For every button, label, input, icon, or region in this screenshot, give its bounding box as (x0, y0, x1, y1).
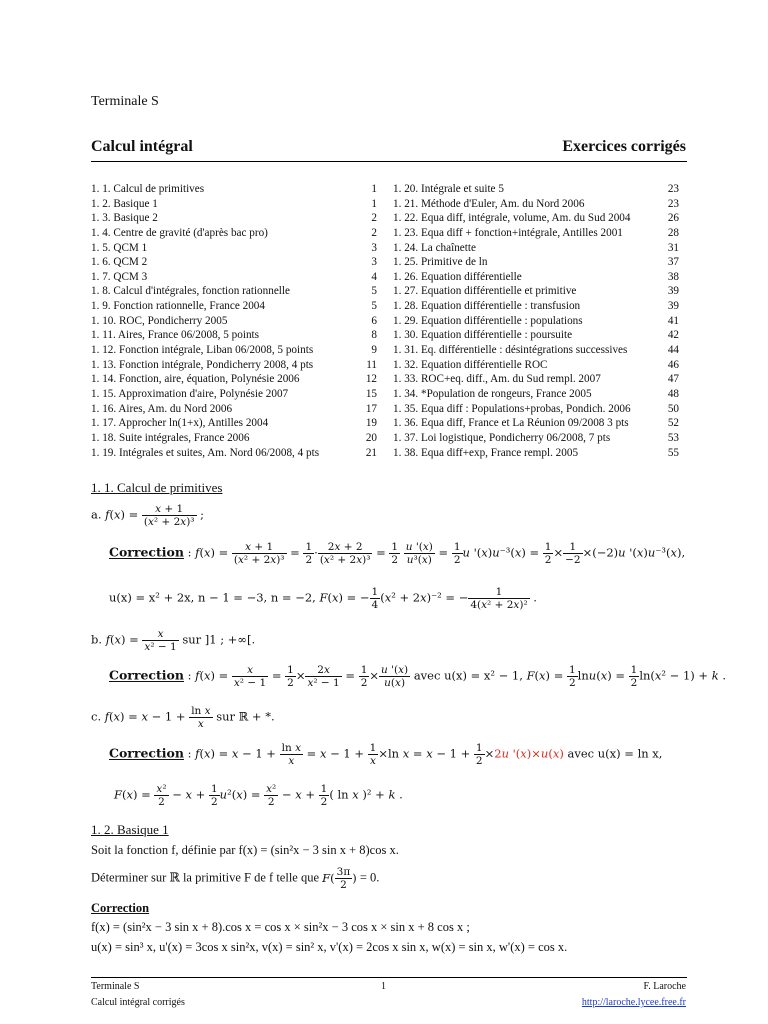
correction-label-b: Correction (109, 667, 184, 683)
toc-entry-label: 1. 20. Intégrale et suite 5 (393, 183, 504, 195)
toc-entry[interactable] (393, 343, 679, 358)
toc-entry-page: 39 (667, 285, 679, 298)
toc-entry-label: 1. 9. Fonction rationnelle, France 2004 (91, 300, 265, 313)
toc-entry[interactable] (91, 431, 377, 446)
toc-entry-label: 1. 5. QCM 1 (91, 241, 148, 254)
footer-page-number: 1 (381, 981, 386, 992)
toc-entry-label: 1. 30. Equation différentielle : poursuite (393, 329, 573, 342)
toc-entry-page: 1 (371, 183, 377, 195)
toc-entry[interactable] (393, 270, 679, 285)
toc-entry-label: 1. 13. Fonction intégrale, Pondicherry 2008, 4 pts (91, 358, 314, 371)
toc-entry-label: 1. 38. Equa diff+exp, France rempl. 2005 (393, 446, 579, 459)
toc-entry[interactable] (393, 241, 679, 256)
toc-entry-page: 5 (371, 285, 377, 298)
toc-entry[interactable] (393, 314, 679, 329)
toc-entry-label: 1. 35. Equa diff : Populations+probas, Pondich. 2006 (393, 402, 631, 415)
toc-entry-page: 3 (371, 241, 377, 254)
header-class-label: Terminale S (91, 94, 159, 109)
toc-entry-label: 1. 7. QCM 3 (91, 270, 148, 283)
toc-entry-page: 38 (667, 270, 679, 283)
toc-entry-page: 1 (371, 197, 377, 210)
basique-correction-line2: u(x) = sin³ x, u'(x) = 3cos x sin²x, v(x) = sin² x, v'(x) = 2cos x sin x, w(x) = sin x, w'(x) = cos x. (91, 940, 568, 954)
page-title: Calcul intégral (91, 138, 193, 155)
toc-entry-label: 1. 24. La chaînette (393, 241, 476, 254)
toc-entry-label: 1. 27. Equation différentielle et primitive (393, 285, 577, 298)
toc-entry-label: 1. 19. Intégrales et suites, Am. Nord 06/2008, 4 pts (91, 446, 320, 459)
toc-entry-page: 6 (371, 314, 377, 327)
toc-entry-label: 1. 34. *Population de rongeurs, France 2005 (393, 387, 592, 400)
footer-author: F. Laroche (643, 981, 686, 992)
toc-entry-label: 1. 17. Approcher ln(1+x), Antilles 2004 (91, 417, 269, 430)
toc-entry-page: 41 (667, 314, 679, 327)
toc-entry-page: 46 (667, 358, 679, 371)
toc-entry[interactable] (393, 197, 679, 212)
toc-entry-label: 1. 37. Loi logistique, Pondicherry 06/2008, 7 pts (393, 431, 611, 444)
toc-entry-label: 1. 28. Equation différentielle : transfusion (393, 300, 581, 313)
toc-entry-page: 8 (371, 329, 377, 342)
toc-entry-label: 1. 33. ROC+eq. diff., Am. du Sud rempl. 2007 (393, 373, 601, 386)
toc-entry[interactable] (393, 299, 679, 314)
correction-label-c: Correction (109, 745, 184, 761)
toc-entry-label: 1. 23. Equa diff + fonction+intégrale, Antilles 2001 (393, 226, 623, 239)
toc-entry[interactable] (91, 299, 377, 314)
toc-entry-page: 20 (365, 431, 377, 444)
correction-c: Correction : f(x) = x − 1 + $\frac{\text{ln x}}{x}$ = x − 1 + $\frac{1}{x}$ ×ln x = x − 1 + $\frac{1}{2}$ ×2u '(x)×u(x) avec u(x) = ln x, (109, 742, 663, 767)
toc-entry-page: 21 (365, 446, 377, 459)
toc-right-column (393, 182, 679, 460)
toc-entry[interactable] (91, 284, 377, 299)
toc-entry-page: 3 (371, 256, 377, 269)
toc-entry[interactable] (91, 343, 377, 358)
toc-entry-page: 15 (365, 387, 377, 400)
correction-label-basique: Correction (91, 901, 150, 915)
toc-entry-page: 2 (371, 212, 377, 225)
toc-entry-label: 1. 12. Fonction intégrale, Liban 06/2008, 5 points (91, 344, 314, 357)
toc-entry-page: 4 (371, 270, 377, 283)
toc-entry-page: 28 (667, 226, 679, 239)
correction-a: Correction : f(x) = $\frac{x + 1}{\text{(x² + 2x)³}}$ = $\frac{1}{2}$ · $\frac{2x + 2}{\text{(x² + 2x)³}}$ = $\frac{1}{2}$ $\frac{u '(x)}{\text{u³(x)}}$ = $\frac{1}{2}$ u '(x)u⁻³(x) = $\frac{1}{2}$ × $\frac{1}{-2}$ ×(−2)u '(x)u⁻³(x), (109, 541, 686, 566)
toc-entry[interactable] (393, 255, 679, 270)
toc-entry[interactable] (91, 255, 377, 270)
toc-entry-page: 26 (667, 212, 679, 225)
toc-entry[interactable] (91, 182, 377, 197)
toc-entry-page: 47 (667, 373, 679, 386)
correction-label-a: Correction (109, 544, 184, 560)
toc-entry-label: 1. 10. ROC, Pondicherry 2005 (91, 314, 228, 327)
toc-entry[interactable] (393, 387, 679, 402)
toc-entry[interactable] (91, 328, 377, 343)
page-subtitle: Exercices corrigés (562, 138, 686, 155)
toc-entry-label: 1. 31. Eq. différentielle : désintégrations successives (393, 344, 628, 357)
toc-entry-label: 1. 1. Calcul de primitives (91, 183, 205, 195)
toc-entry-label: 1. 15. Approximation d'aire, Polynésie 2007 (91, 387, 289, 400)
toc-entry-label: 1. 32. Equation différentielle ROC (393, 358, 548, 371)
correction-a-line2: u(x) = x² + 2x, n − 1 = −3, n = −2, F(x) = − $\frac{1}{4}$ (x² + 2x)⁻² = − $\frac{1}{\text{4(x² + 2x)²}}$ . (109, 586, 537, 611)
toc-entry-page: 5 (371, 300, 377, 313)
toc-entry-label: 1. 22. Equa diff, intégrale, volume, Am. du Sud 2004 (393, 212, 631, 225)
toc-entry[interactable] (91, 314, 377, 329)
footer-rule (91, 977, 687, 978)
toc-entry-label: 1. 36. Equa diff, France et La Réunion 09/2008 3 pts (393, 417, 629, 430)
toc-entry-label: 1. 14. Fonction, aire, équation, Polynésie 2006 (91, 373, 300, 386)
toc-entry-page: 37 (667, 256, 679, 269)
toc-entry-page: 50 (667, 402, 679, 415)
toc-entry[interactable] (393, 328, 679, 343)
toc-entry-page: 11 (366, 358, 377, 371)
toc-entry-page: 42 (667, 329, 679, 342)
toc-entry[interactable] (393, 211, 679, 226)
toc-entry[interactable] (91, 416, 377, 431)
toc-entry-page: 17 (365, 402, 377, 415)
toc-entry-page: 52 (667, 417, 679, 430)
toc-entry-label: 1. 11. Aires, France 06/2008, 5 points (91, 329, 260, 342)
toc-entry-page: 9 (371, 344, 377, 357)
exercise-a: a. f(x) = $\frac{x + 1}{\text{(x² + 2x)³}}$ ; (91, 503, 205, 528)
toc-entry-label: 1. 3. Basique 2 (91, 212, 158, 225)
basique-correction-line1: f(x) = (sin²x − 3 sin x + 8).cos x = cos x × sin²x − 3 cos x × sin x + 8 cos x ; (91, 920, 470, 934)
basique-question: Déterminer sur ℝ la primitive F de f telle que F( $\frac{3\pi}{2}$ ) = 0. (91, 866, 380, 891)
toc-entry[interactable] (393, 402, 679, 417)
toc-entry[interactable] (91, 270, 377, 285)
toc-entry-page: 53 (667, 431, 679, 444)
toc-left-column (91, 182, 377, 460)
toc-entry-page: 31 (667, 241, 679, 254)
toc-entry-label: 1. 25. Primitive de ln (393, 256, 488, 269)
toc-entry[interactable] (393, 284, 679, 299)
toc-entry-page: 55 (667, 446, 679, 459)
toc-entry[interactable] (91, 372, 377, 387)
toc-entry-page: 23 (667, 183, 679, 195)
toc-entry-label: 1. 8. Calcul d'intégrales, fonction rationnelle (91, 285, 290, 298)
toc-entry[interactable] (393, 358, 679, 373)
toc-entry[interactable] (91, 197, 377, 212)
footer-website-link[interactable]: http://laroche.lycee.free.fr (581, 997, 686, 1008)
exercise-c: c. f(x) = x − 1 + $\frac{\text{ln x}}{x}$ sur ℝ + *. (91, 705, 275, 730)
footer-left-2: Calcul intégral corrigés (91, 997, 185, 1008)
toc-entry[interactable] (91, 402, 377, 417)
correction-c-line2: F(x) = $\frac{\text{x²}}{2}$ − x + $\frac{1}{2}$ u²(x) = $\frac{\text{x²}}{2}$ − x + $\frac{1}{2}$ ( ln x )² + k . (114, 783, 403, 808)
toc-entry[interactable] (393, 372, 679, 387)
toc-entry-label: 1. 21. Méthode d'Euler, Am. du Nord 2006 (393, 197, 585, 210)
toc-entry[interactable] (393, 226, 679, 241)
toc-entry-label: 1. 29. Equation différentielle : populations (393, 314, 583, 327)
toc-entry-page: 12 (365, 373, 377, 386)
toc-entry[interactable] (393, 182, 679, 197)
toc-entry[interactable] (393, 416, 679, 431)
toc-entry-label: 1. 18. Suite intégrales, France 2006 (91, 431, 250, 444)
toc-entry[interactable] (393, 446, 679, 461)
toc-entry[interactable] (91, 446, 377, 461)
toc-entry[interactable] (91, 226, 377, 241)
toc-entry-page: 23 (667, 197, 679, 210)
exercise-b: b. f(x) = $\frac{x}{\text{x² − 1}}$ sur ]1 ; +∞[. (91, 628, 256, 653)
toc-entry-label: 1. 4. Centre de gravité (d'après bac pro) (91, 226, 268, 239)
toc-entry-page: 19 (365, 417, 377, 430)
toc-entry[interactable] (393, 431, 679, 446)
toc-entry-label: 1. 6. QCM 2 (91, 256, 148, 269)
section-heading-1-1: 1. 1. Calcul de primitives (91, 480, 223, 495)
toc-entry-label: 1. 2. Basique 1 (91, 197, 158, 210)
footer-left-1: Terminale S (91, 981, 140, 992)
toc-entry[interactable] (91, 211, 377, 226)
toc-entry-page: 44 (667, 344, 679, 357)
toc-entry-page: 48 (667, 387, 679, 400)
toc-entry[interactable] (91, 387, 377, 402)
toc-entry-page: 39 (667, 300, 679, 313)
basique-statement: Soit la fonction f, définie par f(x) = (sin²x − 3 sin x + 8)cos x. (91, 843, 399, 857)
toc-entry-page: 2 (371, 226, 377, 239)
correction-b: Correction : f(x) = $\frac{x}{\text{x² − 1}}$ = $\frac{1}{2}$ × $\frac{2x}{\text{x² − 1}}$ = $\frac{1}{2}$ × $\frac{u '(x)}{u(x)}$ avec u(x) = x² − 1, F(x) = $\frac{1}{2}$ lnu(x) = $\frac{1}{2}$ ln(x² − 1) + k . (109, 664, 726, 689)
section-heading-1-2: 1. 2. Basique 1 (91, 822, 169, 837)
toc-entry-label: 1. 26. Equation différentielle (393, 270, 522, 283)
toc-entry-label: 1. 16. Aires, Am. du Nord 2006 (91, 402, 233, 415)
toc-entry[interactable] (91, 358, 377, 373)
toc-entry[interactable] (91, 241, 377, 256)
header-rule (91, 161, 687, 162)
